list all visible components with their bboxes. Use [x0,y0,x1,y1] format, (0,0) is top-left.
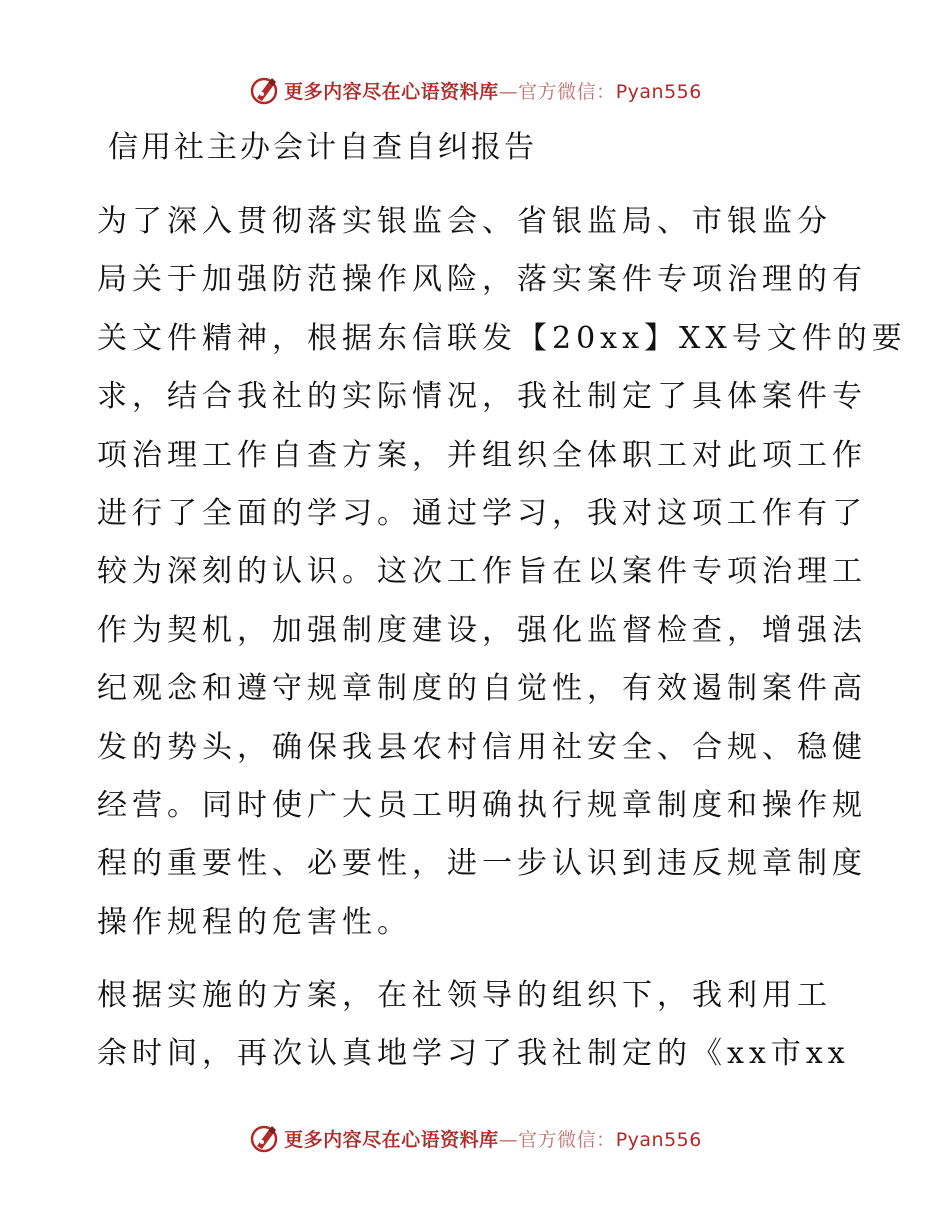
footer-banner [0,1118,950,1158]
header-banner [0,70,950,110]
pen-nib-logo-icon [248,1122,280,1154]
banner-site-name: 更多内容尽在心语资料库 [284,1128,499,1151]
paragraph-line: 求，结合我社的实际情况，我社制定了具体案件专 [97,379,867,415]
paragraph-line: 局关于加强防范操作风险，落实案件专项治理的有 [97,262,867,298]
banner-wechat-id: Pyan556 [615,1128,702,1151]
paragraph-2 [97,967,857,1084]
paragraph-line: 较为深刻的认识。这次工作旨在以案件专项治理工 [97,554,867,590]
document-title: 信用社主办会计自查自纠报告 [108,130,537,165]
paragraph-line: 操作规程的危害性。 [97,904,412,940]
paragraph-line: 根据实施的方案，在社领导的组织下，我利用工 [97,978,832,1013]
paragraph-line: 纪观念和遵守规章制度的自觉性，有效遏制案件高 [97,671,867,707]
banner-site-name: 更多内容尽在心语资料库 [284,80,499,103]
paragraph-line: 关文件精神，根据东信联发【20xx】XX号文件的要 [97,320,907,356]
paragraph-1 [97,193,907,952]
paragraph-line: 经营。同时使广大员工明确执行规章制度和操作规 [97,787,867,823]
paragraph-line: 作为契机，加强制度建设，强化监督检查，增强法 [97,612,867,648]
paragraph-line: 程的重要性、必要性，进一步认识到违反规章制度 [97,846,867,882]
paragraph-line: 为了深入贯彻落实银监会、省银监局、市银监分 [97,204,832,239]
banner-text [284,77,702,104]
banner-text [284,1125,702,1152]
paragraph-line: 发的势头，确保我县农村信用社安全、合规、稳健 [97,729,867,765]
paragraph-line: 进行了全面的学习。通过学习，我对这项工作有了 [97,495,867,531]
banner-official-wechat: —官方微信： [498,1128,616,1151]
pen-nib-logo-icon [248,74,280,106]
banner-official-wechat: —官方微信： [498,80,616,103]
paragraph-line: 余时间，再次认真地学习了我社制定的《xx市xx [97,1036,850,1072]
paragraph-line: 项治理工作自查方案，并组织全体职工对此项工作 [97,437,867,473]
banner-wechat-id: Pyan556 [615,80,702,103]
